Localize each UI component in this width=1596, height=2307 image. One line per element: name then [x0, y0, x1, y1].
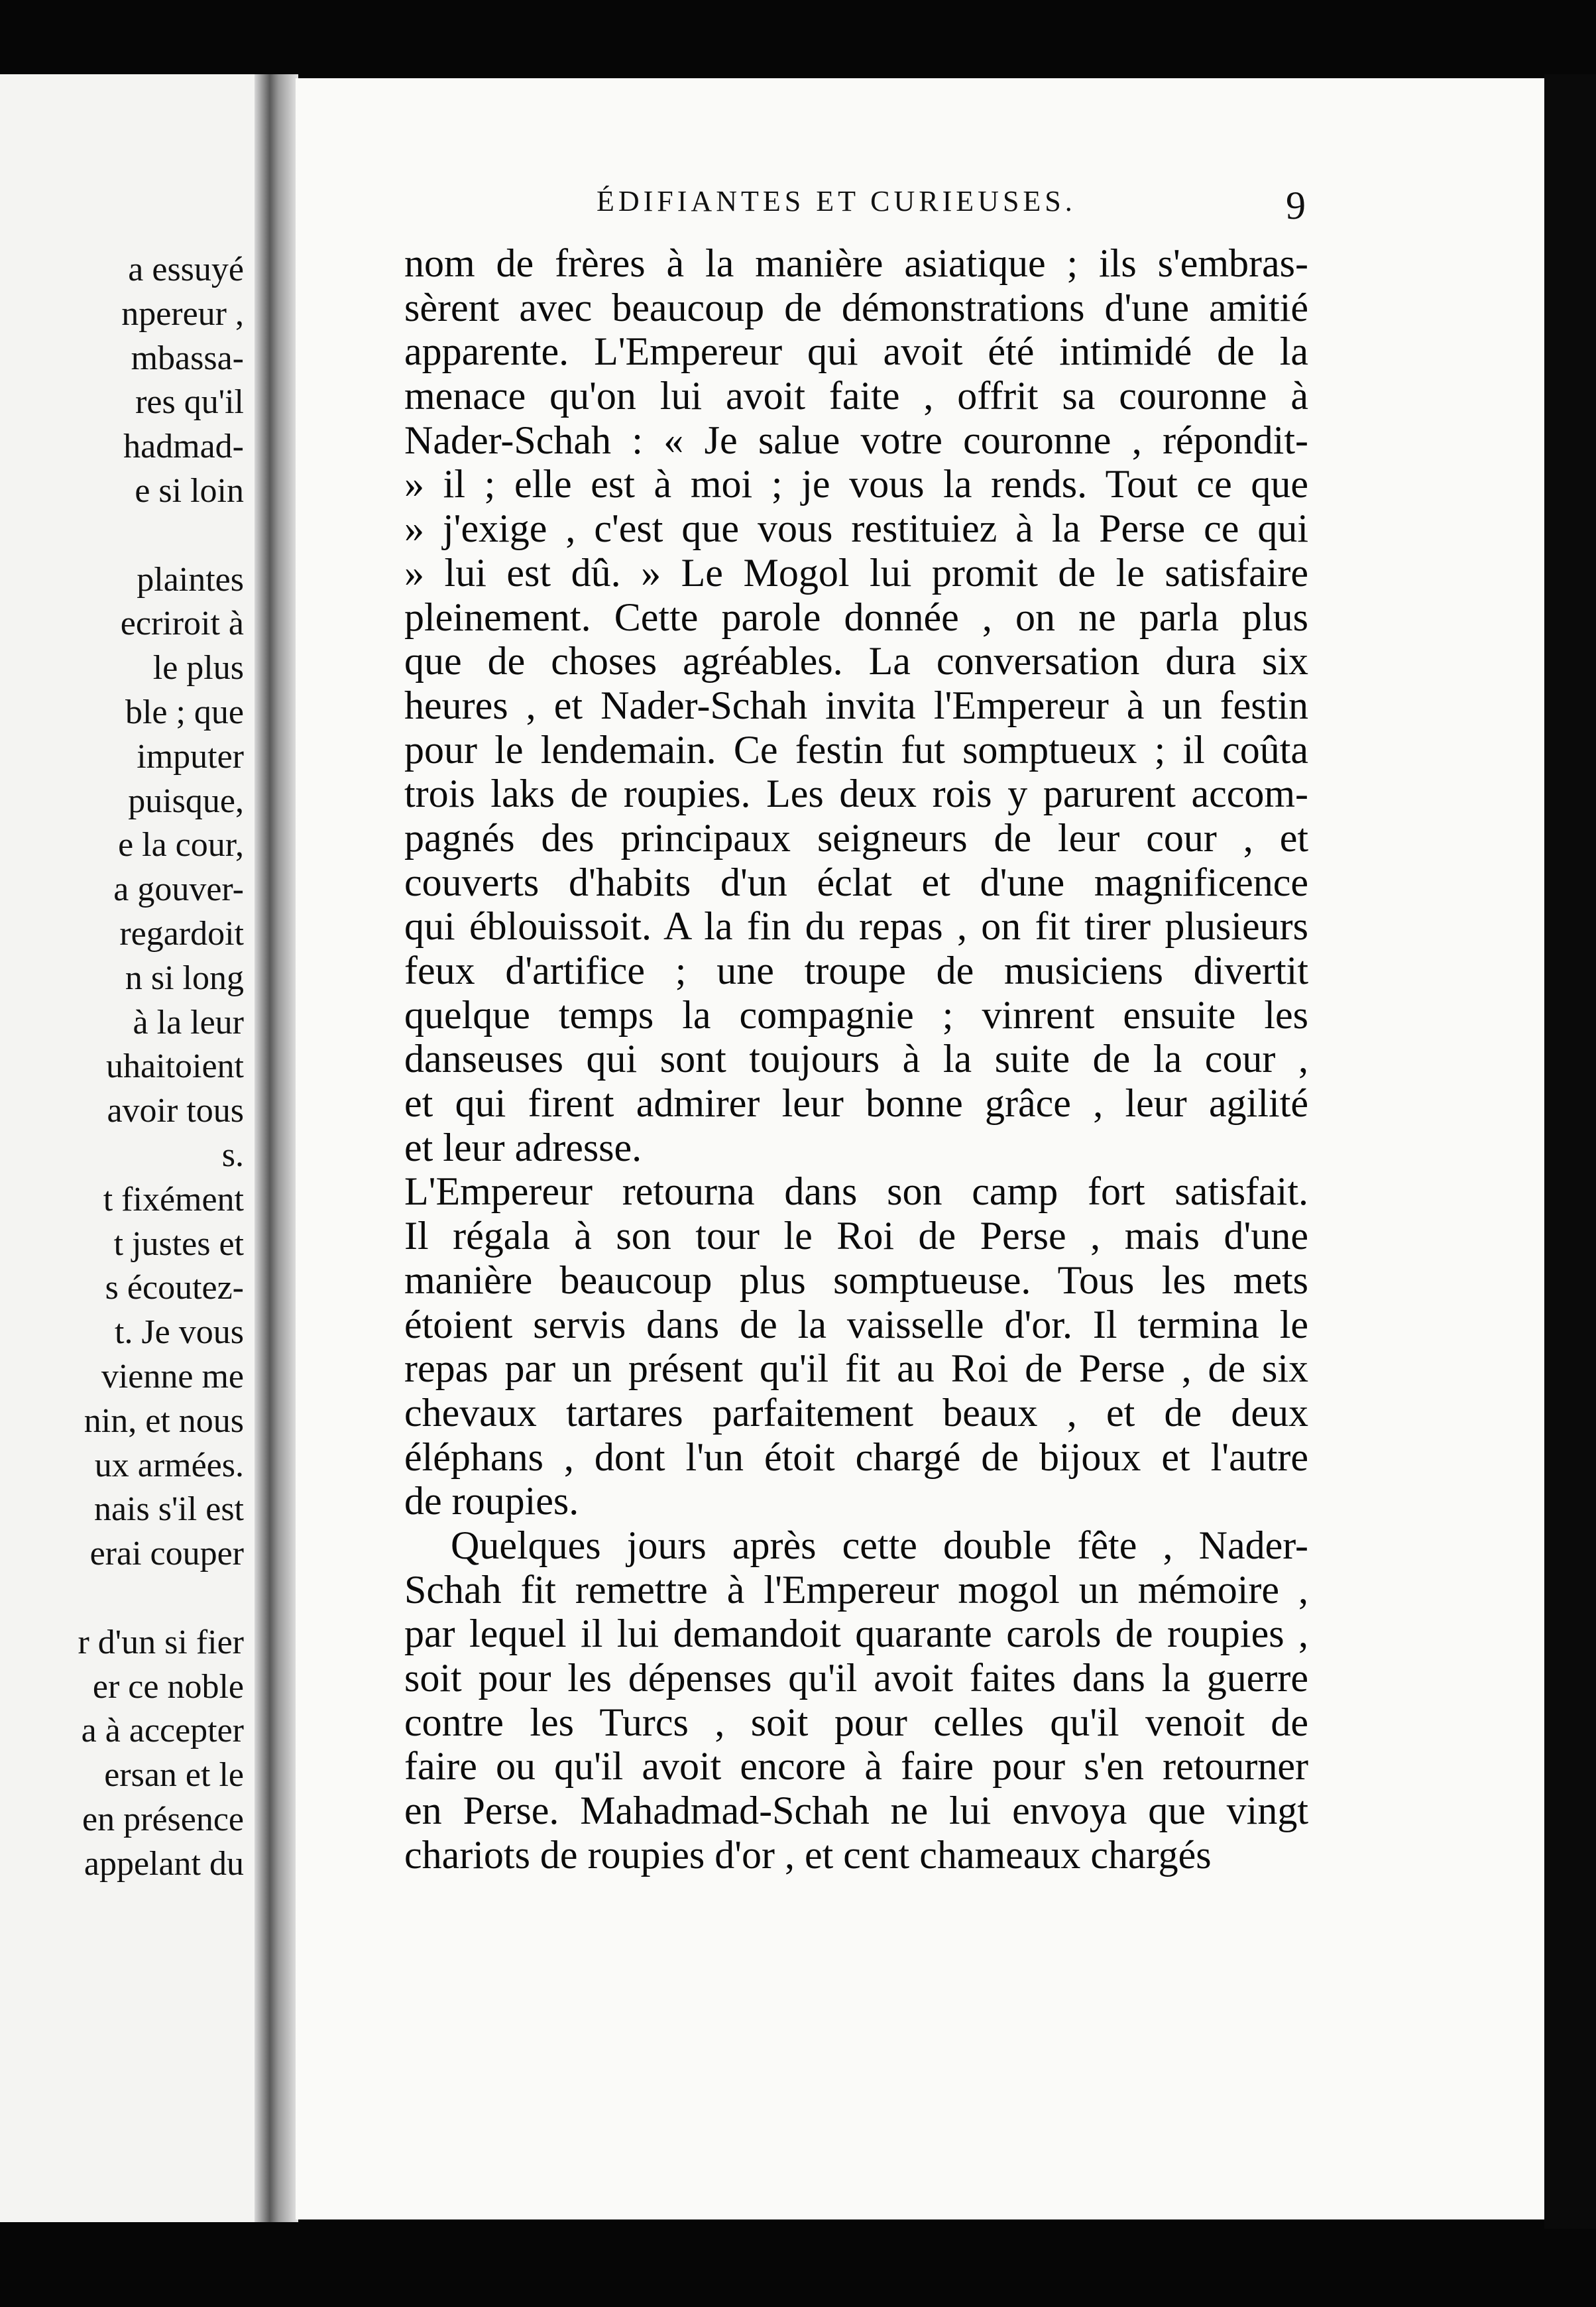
- text-line: feux d'artifice ; une troupe de musiciens divertit: [404, 949, 1308, 992]
- text-line: de roupies.: [404, 1479, 579, 1523]
- text-line: et qui firent admirer leur bonne grâce , leur agilité: [404, 1081, 1308, 1126]
- previous-page-line: vienne me: [101, 1357, 244, 1395]
- previous-page-line: avoir tous: [107, 1092, 244, 1130]
- previous-page-line: t justes et: [113, 1224, 244, 1263]
- text-line: sèrent avec beaucoup de démonstrations d'une amitié: [404, 285, 1308, 329]
- previous-page-line: [78, 1576, 244, 1621]
- text-line: contre les Turcs , soit pour celles qu'il venoit de: [404, 1700, 1308, 1744]
- previous-page-line: plaintes: [137, 560, 244, 599]
- previous-page-line: s écoutez-: [105, 1269, 244, 1307]
- scan-border: [1544, 74, 1596, 2229]
- text-line: » j'exige , c'est que vous restituiez à la Perse ce qui: [404, 506, 1308, 551]
- text-line: Il régala à son tour le Roi de Perse , mais d'une: [404, 1214, 1308, 1258]
- text-line: en Perse. Mahadmad-Schah ne lui envoya que vingt: [404, 1789, 1308, 1833]
- text-line: pleinement. Cette parole donnée , on ne parla plus: [404, 595, 1308, 639]
- previous-page-line: uhaitoient: [106, 1047, 244, 1086]
- text-line: manière beaucoup plus somptueuse. Tous les mets: [404, 1258, 1308, 1302]
- text-line: étoient servis dans de la vaisselle d'or. Il termina le: [404, 1302, 1308, 1346]
- previous-page-text: [78, 248, 244, 1886]
- text-line: Nader-Schah : « Je salue votre couronne , répondit-: [404, 418, 1308, 462]
- text-line: qui éblouissoit. A la fin du repas , on fit tirer plusieurs: [404, 904, 1308, 949]
- previous-page-line: res qu'il: [135, 383, 244, 422]
- previous-page-line: n si long: [125, 959, 244, 997]
- text-line: faire ou qu'il avoit encore à faire pour s'en retourner: [404, 1744, 1308, 1789]
- previous-page-line: le plus: [152, 649, 244, 687]
- text-line: couverts d'habits d'un éclat et d'une magnificence: [404, 860, 1308, 904]
- previous-page-line: hadmad-: [123, 428, 244, 466]
- text-line: que de choses agréables. La conversation dura six: [404, 639, 1308, 683]
- text-line: nom de frères à la manière asiatique ; ils s'embras-: [404, 241, 1308, 285]
- previous-page-line: à la leur: [133, 1003, 244, 1041]
- previous-page-line: r d'un si fier: [78, 1623, 244, 1661]
- previous-page-line: a essuyé: [128, 251, 244, 288]
- previous-page-line: ecriroit à: [120, 605, 244, 643]
- previous-page-line: s.: [221, 1136, 244, 1174]
- text-line: Schah fit remettre à l'Empereur mogol un mémoire ,: [404, 1567, 1308, 1612]
- text-line: éléphans , dont l'un étoit chargé de bijoux et l'autre: [404, 1435, 1308, 1479]
- previous-page-line: en présence: [82, 1800, 244, 1838]
- previous-page-line: t fixément: [103, 1180, 244, 1218]
- previous-page-line: nais s'il est: [93, 1490, 244, 1529]
- previous-page-line: npereur ,: [121, 294, 244, 333]
- running-head: ÉDIFIANTES ET CURIEUSES.: [597, 185, 1076, 217]
- text-line: et leur adresse.: [404, 1125, 642, 1169]
- text-line: L'Empereur retourna dans son camp fort satisfait.: [404, 1169, 1308, 1214]
- previous-page-line: [78, 514, 244, 558]
- text-line: danseuses qui sont toujours à la suite de la cour ,: [404, 1037, 1308, 1081]
- previous-page-line: er ce noble: [92, 1667, 244, 1706]
- text-line: pagnés des principaux seigneurs de leur cour , et: [404, 815, 1308, 860]
- previous-page-line: imputer: [137, 737, 244, 776]
- text-line: soit pour les dépenses qu'il avoit faites dans la guerre: [404, 1656, 1308, 1700]
- text-line: apparente. L'Empereur qui avoit été intimidé de la: [404, 329, 1308, 374]
- previous-page-line: ble ; que: [125, 693, 244, 731]
- text-line: heures , et Nader-Schah invita l'Empereur à un festin: [404, 683, 1308, 727]
- previous-page-line: appelant du: [84, 1844, 244, 1883]
- previous-page: [0, 74, 257, 2222]
- page-number: 9: [1286, 184, 1306, 227]
- previous-page-line: e la cour,: [118, 826, 244, 864]
- previous-page-line: ersan et le: [104, 1756, 244, 1795]
- previous-page-line: regardoit: [119, 914, 244, 953]
- text-line: » lui est dû. » Le Mogol lui promit de le satisfaire: [404, 550, 1308, 595]
- text-line: trois laks de roupies. Les deux rois y parurent accom-: [404, 772, 1308, 816]
- previous-page-line: ux armées.: [94, 1446, 244, 1484]
- text-line: par lequel il lui demandoit quarante carols de roupies ,: [404, 1612, 1308, 1656]
- previous-page-line: t. Je vous: [115, 1313, 244, 1352]
- book-gutter: [255, 74, 298, 2222]
- text-line: chariots de roupies d'or , et cent chameaux chargés: [404, 1832, 1212, 1877]
- previous-page-line: a à accepter: [81, 1712, 244, 1750]
- text-line: menace qu'on lui avoit faite , offrit sa couronne à: [404, 374, 1308, 418]
- text-line: chevaux tartares parfaitement beaux , et de deux: [404, 1390, 1308, 1435]
- body-text: [404, 241, 1308, 1877]
- previous-page-line: e si loin: [135, 471, 244, 510]
- previous-page-line: puisque,: [128, 782, 244, 820]
- text-line: repas par un présent qu'il fit au Roi de Perse , de six: [404, 1346, 1308, 1391]
- text-line: pour le lendemain. Ce festin fut somptueux ; il coûta: [404, 727, 1308, 772]
- text-line: Quelques jours après cette double fête , Nader-: [451, 1523, 1308, 1567]
- previous-page-line: nin, et nous: [84, 1401, 244, 1440]
- text-line: quelque temps la compagnie ; vinrent ensuite les: [404, 992, 1308, 1037]
- previous-page-line: a gouver-: [113, 870, 244, 909]
- previous-page-line: mbassa-: [131, 339, 244, 377]
- previous-page-line: erai couper: [89, 1535, 244, 1573]
- page-header: [398, 183, 1359, 227]
- text-line: » il ; elle est à moi ; je vous la rends. Tout ce que: [404, 462, 1308, 506]
